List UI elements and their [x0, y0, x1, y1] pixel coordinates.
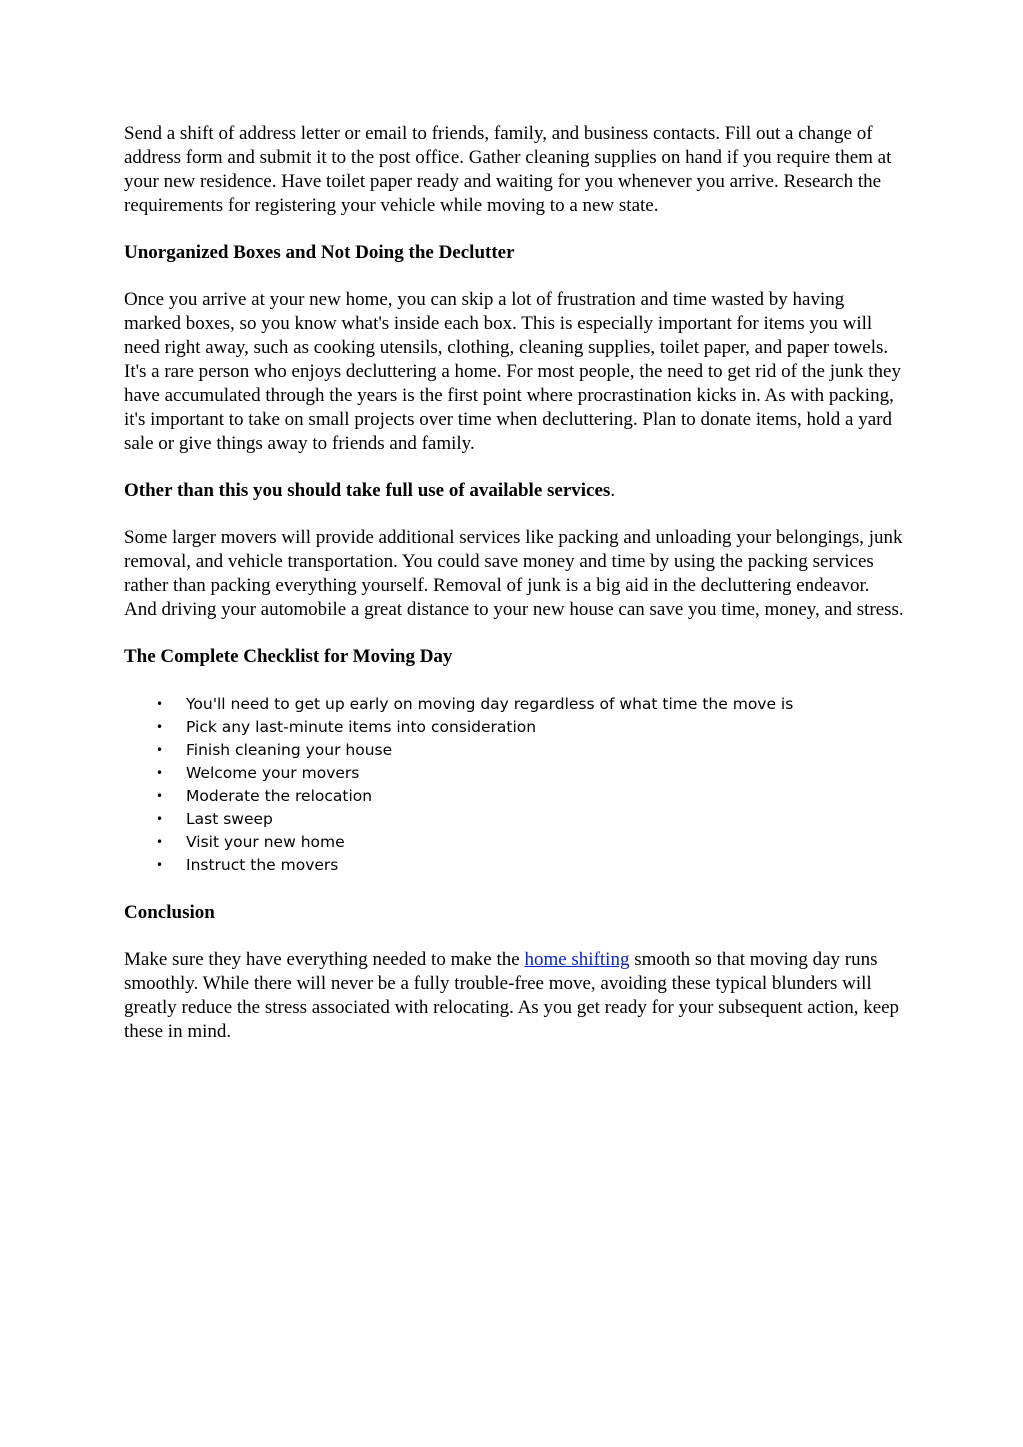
intro-paragraph: Send a shift of address letter or email to friends, family, and business contacts. Fill out a change of address form and submit it to the post office. Gather cleaning supplies on hand if you require them at your new residence. Have toilet paper ready and waiting for you whenever you arrive. Research the requirements for registering your vehicle while moving to a new state.: [124, 123, 892, 216]
bullet-icon: •: [156, 720, 164, 734]
spacer: [124, 669, 904, 693]
bullet-icon: •: [156, 858, 164, 872]
services-heading-period: .: [610, 480, 616, 501]
conclusion-text-start: Make sure they have everything needed to make the: [124, 949, 525, 970]
list-item-text: Finish cleaning your house: [186, 741, 393, 759]
list-item-text: Pick any last-minute items into consideration: [186, 718, 537, 736]
list-item-text: Moderate the relocation: [186, 787, 373, 805]
list-item: [124, 808, 904, 831]
spacer: [124, 503, 904, 526]
bullet-icon: •: [156, 766, 164, 780]
list-item: [124, 762, 904, 785]
list-item-text: Visit your new home: [186, 833, 345, 851]
list-item: [124, 693, 904, 716]
list-item: [124, 739, 904, 762]
bullet-icon: •: [156, 743, 164, 757]
conclusion-paragraph: [124, 948, 904, 1044]
list-item: [124, 854, 904, 877]
list-item-text: Instruct the movers: [186, 856, 339, 874]
moving-day-checklist: [124, 693, 904, 877]
list-item: [124, 785, 904, 808]
list-item-text: You'll need to get up early on moving day regardless of what time the move is: [186, 695, 794, 713]
spacer: [124, 925, 904, 948]
bullet-icon: •: [156, 789, 164, 803]
boxes-paragraph: Once you arrive at your new home, you can skip a lot of frustration and time wasted by having marked boxes, so you know what's inside each box. This is especially important for items you will need right away, such as cooking utensils, clothing, cleaning supplies, toilet paper, and paper towels.: [124, 289, 889, 358]
list-item-text: Welcome your movers: [186, 764, 360, 782]
list-item: [124, 716, 904, 739]
checklist-heading: The Complete Checklist for Moving Day: [124, 646, 453, 667]
home-shifting-link[interactable]: home shifting: [524, 949, 630, 970]
spacer: [124, 265, 904, 288]
services-paragraph: Some larger movers will provide additional services like packing and unloading your belongings, junk removal, and vehicle transportation. You could save money and time by using the packing services rather than packing everything yourself. Removal of junk is a big aid in the decluttering endeavor. And driving your automobile a great distance to your new house can save you time, money, and stress.: [124, 527, 904, 620]
services-heading: Other than this you should take full use of available services: [124, 480, 611, 501]
services-heading-line: [124, 479, 904, 503]
spacer: [124, 622, 904, 645]
conclusion-heading: Conclusion: [124, 902, 215, 923]
decluttering-paragraph: It's a rare person who enjoys decluttering a home. For most people, the need to get rid of the junk they have accumulated through the years is the first point where procrastination kicks in. As with packing, it's important to take on small projects over time when decluttering. Plan to donate items, hold a yard sale or give things away to friends and family.: [124, 361, 901, 454]
bullet-icon: •: [156, 812, 164, 826]
bullet-icon: •: [156, 835, 164, 849]
spacer: [124, 456, 904, 479]
conclusion-text-end: smooth so that moving day runs smoothly. While there will never be a fully trouble-free move, avoiding these typical blunders will greatly reduce the stress associated with relocating. As you get ready for your subsequent action, keep these in mind.: [124, 949, 900, 1042]
spacer: [124, 218, 904, 241]
document-page: [124, 122, 904, 1044]
bullet-icon: •: [156, 697, 164, 711]
list-item: [124, 831, 904, 854]
spacer: [124, 877, 904, 901]
list-item-text: Last sweep: [186, 810, 273, 828]
declutter-heading: Unorganized Boxes and Not Doing the Declutter: [124, 242, 515, 263]
